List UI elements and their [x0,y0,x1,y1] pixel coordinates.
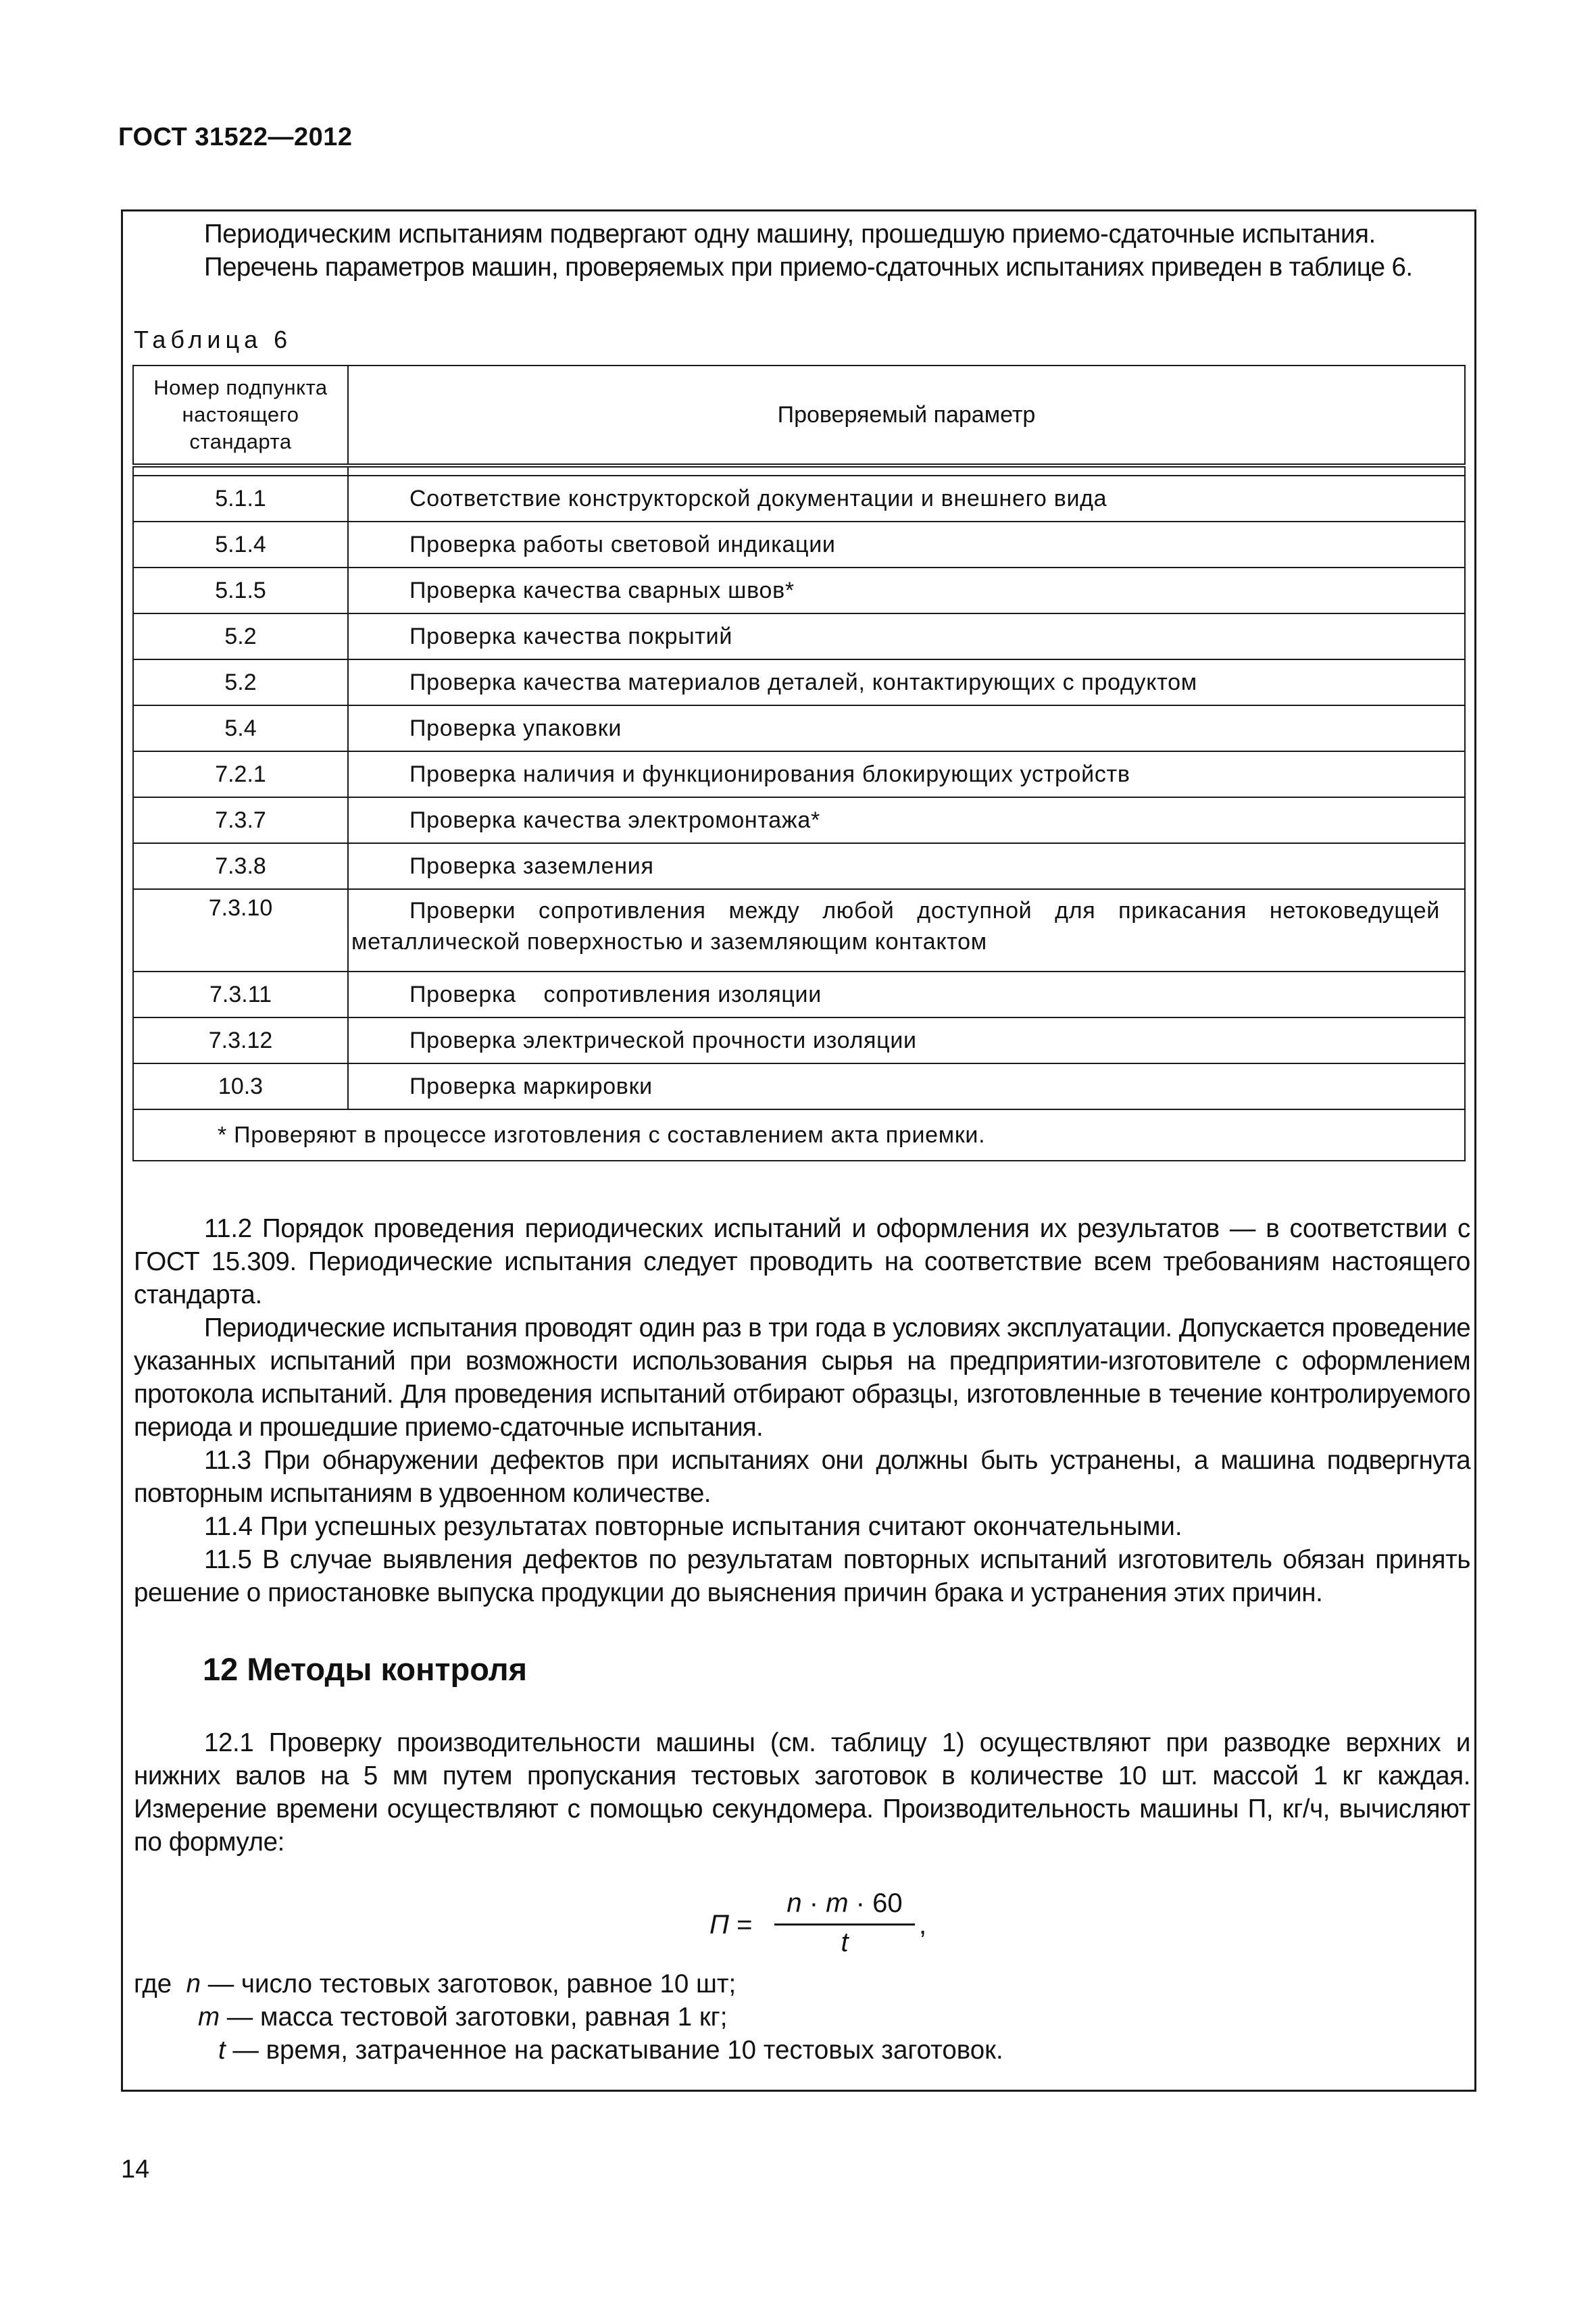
legend-item-n: где n — число тестовых заготовок, равное 10 шт; [134,1969,737,1998]
row-number: 5.2 [133,613,348,659]
fraction-bar [774,1923,915,1926]
table-row [133,568,1465,613]
intro-text [134,218,1470,284]
row-number: 10.3 [133,1063,348,1109]
table-6 [132,365,1466,1161]
row-parameter: Проверка качества сварных швов* [348,568,1465,613]
row-number: 7.3.11 [133,972,348,1017]
row-number: 7.3.10 [133,889,348,972]
table-row [133,476,1465,522]
section-11-text [134,1212,1470,1609]
row-parameter: Проверка работы световой индикации [348,522,1465,568]
row-parameter: Проверка заземления [348,843,1465,889]
formula-denominator: t [841,1928,849,1957]
row-parameter: Проверка качества покрытий [348,613,1465,659]
table-caption: Таблица 6 [134,326,293,353]
table-row [133,1063,1465,1109]
row-number: 5.4 [133,705,348,751]
legend-item-m: m — масса тестовой заготовки, равная 1 кг; [198,2003,728,2032]
row-parameter: Проверка маркировки [348,1063,1465,1109]
table-row [133,705,1465,751]
legend-item-t: t — время, затраченное на раскатывание 10 тестовых заготовок. [218,2036,1003,2065]
intro-paragraph-2: Перечень параметров машин, проверяемых при приемо-сдаточных испытаниях приведен в таблице 6. [204,253,1413,282]
paragraph-11-3: 11.3 При обнаружении дефектов при испытаниях они должны быть устранены, а машина подвергнута повторным испытаниям в удвоенном количестве. [134,1446,1470,1508]
paragraph-12-1: 12.1 Проверку производительности машины (см. таблицу 1) осуществляют при разводке верхних и нижних валов на 5 мм путем пропускания тестовых заготовок в количестве 10 шт. массой 1 кг каждая. Измерение времени осуществляют с помощью секундомера. Производительность машины П, кг/ч, вычисляют по формуле: [134,1728,1470,1857]
section-12-title: 12 Методы контроля [203,1651,528,1687]
formula-comma: , [919,1910,927,1940]
row-number: 5.2 [133,659,348,705]
formula-lhs: П = [709,1910,753,1940]
page-number: 14 [121,2155,150,2184]
table-footnote: * Проверяют в процессе изготовления с составлением акта приемки. [133,1109,1465,1161]
row-parameter: Проверка качества материалов деталей, контактирующих с продуктом [348,659,1465,705]
row-number: 7.2.1 [133,751,348,797]
table-row [133,972,1465,1017]
row-parameter: Проверка электрической прочности изоляции [348,1017,1465,1063]
table-footnote-row [133,1109,1465,1161]
table-row [133,613,1465,659]
row-parameter [348,889,1465,972]
formula-legend [134,1967,1003,2067]
intro-paragraph-1: Периодическим испытаниям подвергают одну машину, прошедшую приемо-сдаточные испытания. [204,220,1376,249]
row-parameter-line-2: металлической поверхностью и заземляющим контактом [351,929,987,955]
column-header-parameter: Проверяемый параметр [348,366,1465,466]
section-12-text [134,1726,1470,1859]
row-parameter: Проверка качества электромонтажа* [348,797,1465,843]
row-number: 5.1.1 [133,476,348,522]
paragraph-11-2-continued: Периодические испытания проводят один раз в три года в условиях эксплуатации. Допускается проведение указанных испытаний при возможности использования сырья на предприятии-изготовителе с оформлением протокола испытаний. Для проведения испытаний отбирают образцы, изготовленные в течение контролируемого периода и прошедшие приемо-сдаточные испытания. [134,1313,1470,1442]
row-number: 7.3.12 [133,1017,348,1063]
table-row [133,522,1465,568]
table-row [133,659,1465,705]
row-number: 7.3.7 [133,797,348,843]
row-number: 7.3.8 [133,843,348,889]
row-parameter: Проверка упаковки [348,705,1465,751]
table-row [133,751,1465,797]
row-parameter: Соответствие конструкторской документации и внешнего вида [348,476,1465,522]
table-row [133,843,1465,889]
header-separator [133,466,1465,476]
row-parameter: Проверка сопротивления изоляции [348,972,1465,1017]
table-row [133,889,1465,972]
column-header-number: Номер подпункта настоящего стандарта [133,366,348,466]
row-parameter: Проверка наличия и функционирования блокирующих устройств [348,751,1465,797]
row-parameter-line-1: Проверки сопротивления между любой доступной для прикасания нетоковедущей [409,898,1440,924]
paragraph-11-4: 11.4 При успешных результатах повторные испытания считают окончательными. [204,1512,1182,1541]
document-header: ГОСТ 31522—2012 [118,123,353,151]
paragraph-11-2: 11.2 Порядок проведения периодических испытаний и оформления их результатов — в соответствии с ГОСТ 15.309. Периодические испытания следует проводить на соответствие всем требованиям настоящего стандарта. [134,1214,1470,1309]
table-row [133,1017,1465,1063]
table-row [133,797,1465,843]
paragraph-11-5: 11.5 В случае выявления дефектов по результатам повторных испытаний изготовитель обязан принять решение о приостановке выпуска продукции до выяснения причин брака и устранения этих причин. [134,1545,1470,1607]
row-number: 5.1.4 [133,522,348,568]
formula-numerator: n · m · 60 [787,1888,903,1918]
table-header-row [133,366,1465,466]
row-number: 5.1.5 [133,568,348,613]
